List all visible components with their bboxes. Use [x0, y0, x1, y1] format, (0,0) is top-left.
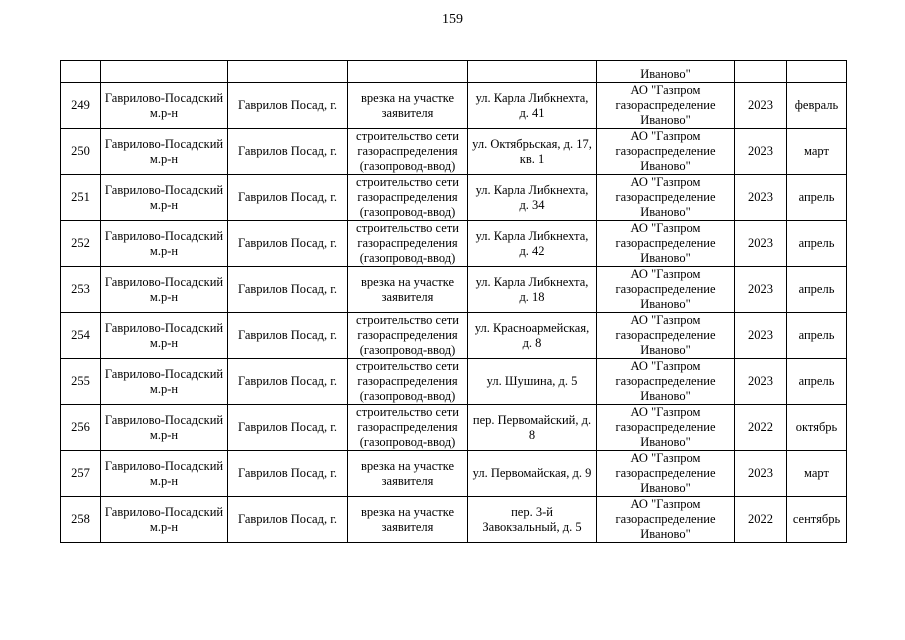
table-row	[61, 129, 847, 175]
cell-year: 2023	[735, 175, 787, 221]
table-row	[61, 497, 847, 543]
cell-work: строительство сети газораспределения (газопровод-ввод)	[348, 221, 468, 267]
cell-month: апрель	[787, 175, 847, 221]
cell-month: апрель	[787, 359, 847, 405]
cell-num: 256	[61, 405, 101, 451]
cell-district: Гаврилово-Посадский м.р-н	[101, 221, 228, 267]
gas-connection-table	[60, 60, 847, 543]
cell-city: Гаврилов Посад, г.	[228, 451, 348, 497]
cell-work: врезка на участке заявителя	[348, 497, 468, 543]
cell-work: врезка на участке заявителя	[348, 267, 468, 313]
cell-year: 2023	[735, 221, 787, 267]
cell-address: ул. Карла Либкнехта, д. 41	[468, 83, 597, 129]
cell-num: 258	[61, 497, 101, 543]
cell-city: Гаврилов Посад, г.	[228, 175, 348, 221]
cell-month: сентябрь	[787, 497, 847, 543]
cell-work: врезка на участке заявителя	[348, 451, 468, 497]
cell-month: апрель	[787, 221, 847, 267]
cell-city: Гаврилов Посад, г.	[228, 405, 348, 451]
cell-work	[348, 61, 468, 83]
cell-address: ул. Первомайская, д. 9	[468, 451, 597, 497]
cell-city: Гаврилов Посад, г.	[228, 267, 348, 313]
cell-city: Гаврилов Посад, г.	[228, 497, 348, 543]
cell-district: Гаврилово-Посадский м.р-н	[101, 129, 228, 175]
cell-year: 2023	[735, 267, 787, 313]
cell-year: 2023	[735, 313, 787, 359]
cell-city: Гаврилов Посад, г.	[228, 129, 348, 175]
cell-district: Гаврилово-Посадский м.р-н	[101, 313, 228, 359]
cell-month: октябрь	[787, 405, 847, 451]
cell-year: 2022	[735, 405, 787, 451]
cell-org: АО "Газпром газораспределение Иваново"	[597, 405, 735, 451]
cell-num: 252	[61, 221, 101, 267]
cell-address	[468, 61, 597, 83]
cell-work: строительство сети газораспределения (газопровод-ввод)	[348, 175, 468, 221]
cell-num: 251	[61, 175, 101, 221]
cell-address: пер. 3-й Завокзальный, д. 5	[468, 497, 597, 543]
cell-address: ул. Красноармейская, д. 8	[468, 313, 597, 359]
cell-address: пер. Первомайский, д. 8	[468, 405, 597, 451]
page-number: 159	[442, 12, 463, 27]
cell-org: АО "Газпром газораспределение Иваново"	[597, 497, 735, 543]
cell-work: строительство сети газораспределения (газопровод-ввод)	[348, 405, 468, 451]
cell-district: Гаврилово-Посадский м.р-н	[101, 83, 228, 129]
cell-month: март	[787, 129, 847, 175]
cell-org: АО "Газпром газораспределение Иваново"	[597, 83, 735, 129]
cell-num	[61, 61, 101, 83]
cell-org: АО "Газпром газораспределение Иваново"	[597, 267, 735, 313]
cell-year: 2023	[735, 83, 787, 129]
cell-work: строительство сети газораспределения (газопровод-ввод)	[348, 129, 468, 175]
cell-address: ул. Карла Либкнехта, д. 42	[468, 221, 597, 267]
cell-org: Иваново"	[597, 61, 735, 83]
cell-year	[735, 61, 787, 83]
cell-org: АО "Газпром газораспределение Иваново"	[597, 129, 735, 175]
cell-month: февраль	[787, 83, 847, 129]
cell-year: 2023	[735, 359, 787, 405]
cell-org: АО "Газпром газораспределение Иваново"	[597, 451, 735, 497]
table-row	[61, 405, 847, 451]
cell-work: врезка на участке заявителя	[348, 83, 468, 129]
cell-district: Гаврилово-Посадский м.р-н	[101, 175, 228, 221]
cell-district: Гаврилово-Посадский м.р-н	[101, 405, 228, 451]
cell-year: 2023	[735, 451, 787, 497]
cell-district: Гаврилово-Посадский м.р-н	[101, 359, 228, 405]
cell-year: 2022	[735, 497, 787, 543]
table-row	[61, 175, 847, 221]
cell-org: АО "Газпром газораспределение Иваново"	[597, 313, 735, 359]
cell-address: ул. Шушина, д. 5	[468, 359, 597, 405]
cell-city: Гаврилов Посад, г.	[228, 313, 348, 359]
cell-month: март	[787, 451, 847, 497]
cell-num: 254	[61, 313, 101, 359]
cell-month	[787, 61, 847, 83]
cell-district: Гаврилово-Посадский м.р-н	[101, 451, 228, 497]
cell-city: Гаврилов Посад, г.	[228, 221, 348, 267]
table-row	[61, 221, 847, 267]
table-row	[61, 451, 847, 497]
table-row	[61, 83, 847, 129]
cell-year: 2023	[735, 129, 787, 175]
cell-district: Гаврилово-Посадский м.р-н	[101, 267, 228, 313]
cell-num: 250	[61, 129, 101, 175]
cell-district	[101, 61, 228, 83]
cell-num: 255	[61, 359, 101, 405]
cell-district: Гаврилово-Посадский м.р-н	[101, 497, 228, 543]
cell-num: 253	[61, 267, 101, 313]
cell-work: строительство сети газораспределения (газопровод-ввод)	[348, 359, 468, 405]
table-row	[61, 313, 847, 359]
cell-org: АО "Газпром газораспределение Иваново"	[597, 175, 735, 221]
cell-org: АО "Газпром газораспределение Иваново"	[597, 359, 735, 405]
cell-org: АО "Газпром газораспределение Иваново"	[597, 221, 735, 267]
table-row	[61, 267, 847, 313]
cell-num: 257	[61, 451, 101, 497]
cell-city	[228, 61, 348, 83]
table-row-continued	[61, 61, 847, 83]
cell-city: Гаврилов Посад, г.	[228, 83, 348, 129]
cell-month: апрель	[787, 313, 847, 359]
cell-month: апрель	[787, 267, 847, 313]
cell-address: ул. Октябрьская, д. 17, кв. 1	[468, 129, 597, 175]
cell-num: 249	[61, 83, 101, 129]
cell-address: ул. Карла Либкнехта, д. 34	[468, 175, 597, 221]
cell-city: Гаврилов Посад, г.	[228, 359, 348, 405]
table-row	[61, 359, 847, 405]
cell-address: ул. Карла Либкнехта, д. 18	[468, 267, 597, 313]
cell-work: строительство сети газораспределения (газопровод-ввод)	[348, 313, 468, 359]
